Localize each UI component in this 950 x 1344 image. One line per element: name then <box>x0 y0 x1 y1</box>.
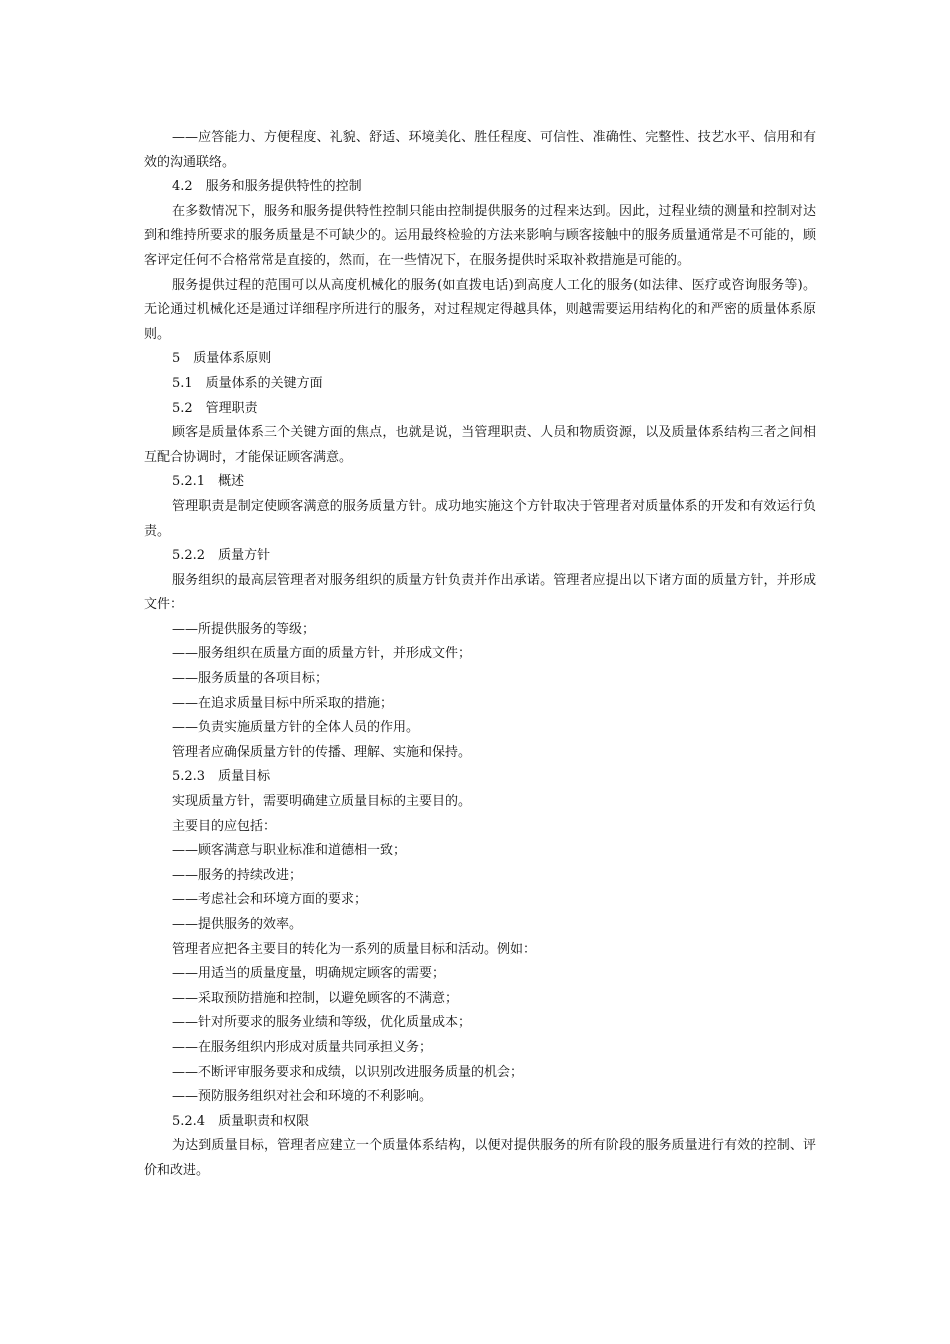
list-item: ——针对所要求的服务业绩和等级，优化质量成本； <box>172 1015 472 1031</box>
heading-4-2: 4.2 服务和服务提供特性的控制 <box>172 179 362 195</box>
list-item: ——预防服务组织对社会和环境的不利影响。 <box>172 1089 433 1105</box>
paragraph-quality-goals: 实现质量方针，需要明确建立质量目标的主要目的。 <box>172 794 472 810</box>
list-item: ——负责实施质量方针的全体人员的作用。 <box>172 720 420 736</box>
paragraph-translate-goals: 管理者应把各主要目的转化为一系列的质量目标和活动。例如： <box>172 941 537 957</box>
paragraph-service-range: 服务提供过程的范围可以从高度机械化的服务(如直拨电话)到高度人工化的服务(如法律、医疗或咨询服务等)。无论通过机械化还是通过详细程序所进行的服务，对过程规定得越具体，则越需要运用结构化的和严密的质量体系原则。 <box>144 277 816 342</box>
list-item: ——考虑社会和环境方面的要求； <box>172 892 368 908</box>
list-item: ——提供服务的效率。 <box>172 917 303 932</box>
heading-5-2-1: 5.2.1 概述 <box>172 474 245 490</box>
heading-5-1: 5.1 质量体系的关键方面 <box>172 375 323 391</box>
heading-5-2-2: 5.2.2 质量方针 <box>172 548 271 564</box>
list-item: ——服务组织在质量方面的质量方针，并形成文件； <box>172 646 472 662</box>
list-item: ——顾客满意与职业标准和道德相一致； <box>172 843 407 859</box>
heading-5-2: 5.2 管理职责 <box>172 400 258 416</box>
list-item: ——采取预防措施和控制，以避免顾客的不满意； <box>172 990 459 1006</box>
list-item: ——服务质量的各项目标； <box>172 671 329 687</box>
heading-5-2-4: 5.2.4 质量职责和权限 <box>172 1113 310 1129</box>
heading-5-2-3: 5.2.3 质量目标 <box>172 769 271 785</box>
paragraph-quality-policy: 服务组织的最高层管理者对服务组织的质量方针负责并作出承诺。管理者应提出以下诸方面的质量方针，并形成文件： <box>144 572 816 613</box>
paragraph-customer-focus: 顾客是质量体系三个关键方面的焦点，也就是说，当管理职责、人员和物质资源，以及质量体系结构三者之间相互配合协调时，才能保证顾客满意。 <box>144 425 816 465</box>
list-item: ——在服务组织内形成对质量共同承担义务； <box>172 1039 433 1055</box>
paragraph-management-responsibility: 管理职责是制定使顾客满意的服务质量方针。成功地实施这个方针取决于管理者对质量体系的开发和有效运行负责。 <box>144 498 816 539</box>
list-item: ——不断评审服务要求和成绩，以识别改进服务质量的机会； <box>172 1064 524 1080</box>
paragraph-bullet-responsiveness: ——应答能力、方便程度、礼貌、舒适、环境美化、胜任程度、可信性、准确性、完整性、技艺水平、信用和有效的沟通联络。 <box>144 130 816 170</box>
paragraph-process-control: 在多数情况下，服务和服务提供特性控制只能由控制提供服务的过程来达到。因此，过程业绩的测量和控制对达到和维持所要求的服务质量是不可缺少的。运用最终检验的方法来影响与顾客接触中的服务质量通常是不可能的，顾客评定任何不合格常常是直接的，然而，在一些情况下，在服务提供时采取补救措施是可能的。 <box>144 203 816 268</box>
paragraph-main-purposes: 主要目的应包括： <box>172 818 277 834</box>
list-item: ——用适当的质量度量，明确规定顾客的需要； <box>172 966 446 982</box>
paragraph-quality-structure: 为达到质量目标，管理者应建立一个质量体系结构，以便对提供服务的所有阶段的服务质量进行有效的控制、评价和改进。 <box>144 1138 816 1178</box>
paragraph-policy-communication: 管理者应确保质量方针的传播、理解、实施和保持。 <box>172 744 472 760</box>
list-item: ——所提供服务的等级； <box>172 621 316 637</box>
list-item: ——服务的持续改进； <box>172 867 303 883</box>
document-page <box>144 126 816 1184</box>
list-item: ——在追求质量目标中所采取的措施； <box>172 695 394 711</box>
heading-5: 5 质量体系原则 <box>172 351 272 367</box>
